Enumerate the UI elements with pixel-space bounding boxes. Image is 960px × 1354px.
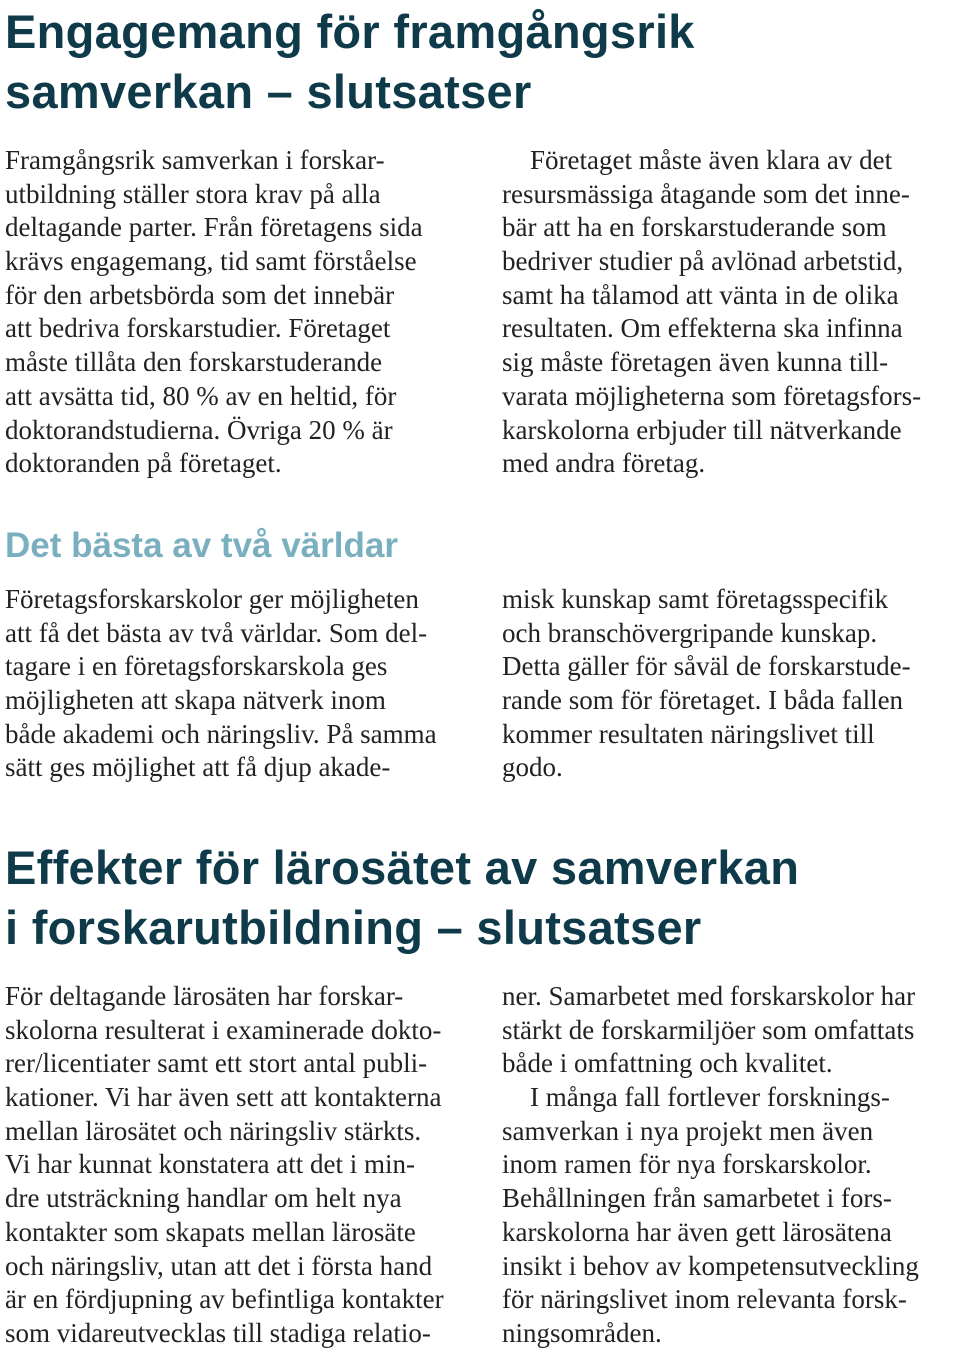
text-line: godo. [502, 752, 563, 783]
section3-heading [5, 838, 799, 958]
text-line: ningsområden. [502, 1317, 662, 1348]
text-line: för den arbetsbörda som det innebär [5, 279, 395, 310]
text-line: doktorandstudierna. Övriga 20 % är [5, 414, 393, 445]
text-line: Framgångsrik samverkan i forskar- [5, 145, 385, 175]
text-line: krävs engagemang, tid samt förståelse [5, 246, 417, 277]
text-line: sätt ges möjlighet att få djup akade- [5, 752, 391, 783]
text-line: tagare i en företagsforskarskola ges [5, 651, 388, 682]
text-line: kationer. Vi har även sett att kontakterna [5, 1082, 442, 1113]
text-line: resultaten. Om effekterna ska infinna [502, 313, 903, 344]
text-line: måste tillåta den forskarstuderande [5, 347, 383, 378]
text-line: både i omfattning och kvalitet. [502, 1048, 833, 1079]
text-line: bär att ha en forskarstuderande som [502, 212, 887, 243]
text-line: rer/licentiater samt ett stort antal publi- [5, 1048, 428, 1079]
text-line: samverkan i nya projekt men även [502, 1115, 874, 1146]
section1-left-column [5, 144, 423, 481]
text-line: samt ha tålamod att vänta in de olika [502, 279, 899, 310]
text-line: utbildning ställer stora krav på alla [5, 178, 381, 209]
text-line: att avsätta tid, 80 % av en heltid, för [5, 380, 397, 411]
text-line: med andra företag. [502, 448, 706, 479]
text-line: misk kunskap samt företagsspecifik [502, 584, 889, 614]
text-line: är en fördjupning av befintliga kontakter [5, 1284, 444, 1315]
text-line: Företaget måste även klara av det [530, 145, 893, 175]
text-line: För deltagande lärosäten har forskar- [5, 981, 404, 1011]
text-line: deltagande parter. Från företagens sida [5, 212, 423, 243]
text-line: Vi har kunnat konstatera att det i min- [5, 1149, 416, 1180]
text-line: ner. Samarbetet med forskarskolor har [502, 981, 916, 1011]
text-line: kontakter som skapats mellan lärosäte [5, 1216, 416, 1247]
text-line: för näringslivet inom relevanta forsk- [502, 1284, 907, 1315]
text-line: karskolorna har även gett lärosätena [502, 1216, 892, 1247]
text-line: kommer resultaten näringslivet till [502, 718, 875, 749]
text-line: Behållningen från samarbetet i fors- [502, 1183, 892, 1214]
text-line: och näringsliv, utan att det i första hand [5, 1250, 433, 1281]
section3-left-column [5, 980, 444, 1351]
heading-line: i forskarutbildning – slutsatser [5, 901, 702, 954]
text-line: och branschövergripande kunskap. [502, 617, 878, 648]
text-line: att bedriva forskarstudier. Företaget [5, 313, 391, 344]
text-line: inom ramen för nya forskarskolor. [502, 1149, 872, 1180]
section1-right-column [502, 144, 921, 481]
section1-heading [5, 2, 695, 122]
section3-right-column [502, 980, 919, 1351]
section2-heading: Det bästa av två världar [5, 526, 398, 565]
text-line: att få det bästa av två världar. Som del- [5, 617, 428, 648]
text-line: mellan lärosätet och näringsliv stärkts. [5, 1115, 422, 1146]
text-line: Företagsforskarskolor ger möjligheten [5, 584, 419, 614]
text-line: karskolorna erbjuder till nätverkande [502, 414, 902, 445]
text-line: sig måste företagen även kunna till- [502, 347, 889, 378]
heading-line: Engagemang för framgångsrik [5, 5, 695, 58]
text-line: dre utsträckning handlar om helt nya [5, 1183, 402, 1214]
text-line: doktoranden på företaget. [5, 448, 282, 479]
text-line: insikt i behov av kompetensutveckling [502, 1250, 919, 1281]
text-line: både akademi och näringsliv. På samma [5, 718, 437, 749]
text-line: skolorna resulterat i examinerade dokto- [5, 1014, 442, 1045]
section2-left-column [5, 583, 437, 785]
text-line: som vidareutvecklas till stadiga relatio- [5, 1317, 431, 1348]
heading-line: samverkan – slutsatser [5, 65, 532, 118]
text-line: Detta gäller för såväl de forskarstude- [502, 651, 911, 682]
heading-line: Effekter för lärosätet av samverkan [5, 841, 800, 894]
text-line: möjligheten att skapa nätverk inom [5, 685, 386, 716]
section2-right-column [502, 583, 911, 785]
text-line: stärkt de forskarmiljöer som omfattats [502, 1014, 915, 1045]
text-line: bedriver studier på avlönad arbetstid, [502, 246, 904, 277]
text-line: varata möjligheterna som företagsfors- [502, 380, 922, 411]
text-line: rande som för företaget. I båda fallen [502, 685, 904, 716]
text-line: resursmässiga åtagande som det inne- [502, 178, 910, 209]
text-line: I många fall fortlever forsknings- [530, 1082, 890, 1113]
